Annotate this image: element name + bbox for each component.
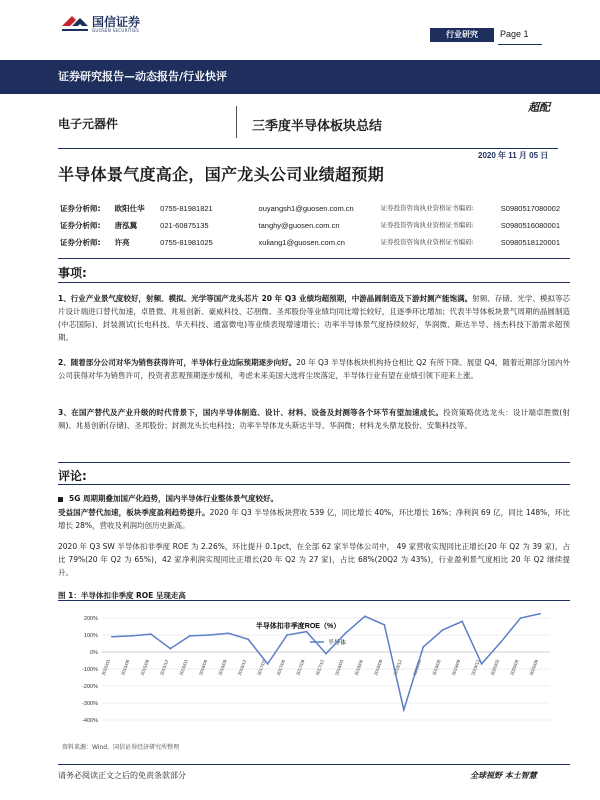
data-point	[442, 629, 444, 631]
legend-label: 半导体	[328, 640, 347, 647]
industry-name: 电子元器件	[58, 117, 119, 131]
data-point	[131, 635, 133, 637]
x-tick-label: 2016/12	[236, 659, 248, 677]
analyst-email[interactable]: ouyangsh1@guosen.com.cn	[258, 204, 354, 213]
y-tick-label: -200%	[82, 684, 98, 690]
logo-icon	[62, 14, 88, 34]
report-title: 半导体景气度高企，国产龙头公司业绩超预期	[58, 165, 385, 184]
data-point	[150, 633, 152, 635]
y-tick-label: 100%	[83, 633, 98, 639]
analyst-email[interactable]: tanghy@guosen.com.cn	[258, 221, 340, 230]
x-tick-label: 2015/12	[159, 659, 170, 677]
x-tick-label: 2016/03	[178, 659, 189, 677]
analyst-name: 唐泓翼	[114, 221, 138, 230]
x-tick-label: 2015/09	[139, 659, 150, 677]
figure-source: 资料来源：Wind、国信证券经济研究所整理	[62, 744, 180, 751]
x-tick-label: 2016/09	[217, 659, 228, 677]
x-tick-label: 2018/06	[353, 659, 364, 677]
analyst-row	[60, 217, 560, 234]
analyst-phone: 0755-81981821	[160, 204, 213, 213]
data-point	[306, 631, 308, 633]
y-tick-label: 200%	[83, 616, 98, 622]
event-1-body: 射频、存储、光学、模拟等芯片设计端进口替代加速，卓胜微、兆易创新、豪威科技、芯朋微、圣邦股份等业绩均同比增长较好，且逐季环比增加；代表半导体板块景气周期的晶圆制造(中芯国际)、封装测试(长电科技、华天科技、通富微电)等业绩表现增速增长；功率半导体景气度持续较好，华润微、斯达半导、扬杰科技下游需求超预期。	[58, 294, 570, 342]
analyst-list	[60, 200, 560, 251]
data-point	[520, 617, 522, 619]
data-point	[481, 663, 483, 665]
x-tick-label: 2015/03	[100, 659, 111, 677]
y-tick-label: 0%	[90, 650, 98, 656]
data-point	[228, 632, 230, 634]
analyst-role: 证券分析师:	[60, 238, 101, 247]
event-3-lead: 3、在国产替代及产业升级的时代背景下，国内半导体制造、设计、材料、设备及封测等各个环节有望加速成长。	[58, 408, 444, 417]
header-divider	[498, 44, 542, 45]
event-2-lead: 2、随着部分公司对华为销售获得许可，半导体行业边际预期逐步向好。	[58, 358, 297, 367]
data-point	[539, 613, 541, 615]
x-tick-label: 2020/09	[528, 659, 539, 677]
analyst-cert-code: S0980517080002	[500, 204, 560, 213]
report-date: 2020 年 11 月 05 日	[478, 151, 549, 160]
x-tick-label: 2015/06	[120, 659, 131, 677]
analyst-row	[60, 200, 560, 217]
analyst-cert-code: S0980518120001	[500, 238, 560, 247]
data-point	[403, 709, 405, 711]
x-tick-label: 2017/09	[295, 659, 306, 677]
x-tick-label: 2017/12	[314, 659, 325, 677]
logo-subtext: GUOSEN SECURITIES	[92, 27, 140, 33]
data-point	[247, 638, 249, 640]
data-point	[422, 646, 424, 648]
x-tick-label: 2019/12	[470, 659, 481, 677]
bullet-square-icon	[58, 497, 63, 502]
x-tick-label: 2018/12	[392, 659, 403, 677]
footer-slogan: 全球视野 本土智慧	[470, 771, 537, 780]
data-point	[208, 634, 210, 636]
analyst-cert-label: 证券投资咨询执业资格证书编码:	[380, 204, 474, 212]
x-tick-label: 2020/06	[509, 659, 520, 677]
analyst-phone: 021-60875135	[160, 221, 209, 230]
date-rule	[58, 148, 558, 149]
comment-bullet-text: 5G 周期期叠加国产化趋势，国内半导体行业整体景气度较好。	[69, 494, 278, 503]
comment-paragraph-1	[58, 506, 570, 532]
analyst-role: 证券分析师:	[60, 204, 101, 213]
comment-bullet	[58, 492, 570, 505]
analyst-phone: 0755-81981025	[160, 238, 213, 247]
data-point	[461, 621, 463, 623]
x-tick-label: 2020/03	[489, 659, 501, 677]
x-tick-label: 2018/09	[373, 659, 384, 677]
figure-top-rule	[58, 600, 570, 601]
analyst-name: 欧阳仕华	[114, 204, 145, 213]
chart-title: 半导体扣非季度ROE（%）	[255, 623, 341, 630]
y-tick-label: -300%	[82, 701, 98, 707]
data-point	[286, 634, 288, 636]
data-point	[364, 615, 366, 617]
event-3-body: 投资策略优选龙头：设计端卓胜微(射频)、兆易创新(存储)、圣邦股份；封测龙头长电科技；功率半导体龙头斯达半导、华润微；材料龙头鼎龙股份、安集科技等。	[58, 408, 570, 430]
section-rule	[58, 484, 570, 485]
data-point	[345, 632, 347, 634]
y-tick-label: -400%	[82, 718, 98, 724]
events-heading: 事项:	[58, 266, 87, 280]
data-point	[325, 653, 327, 655]
event-paragraph-1	[58, 292, 570, 344]
analyst-row	[60, 234, 560, 251]
data-point	[500, 641, 502, 643]
x-tick-label: 2018/03	[334, 659, 345, 677]
x-tick-label: 2019/06	[431, 659, 442, 677]
analyst-role: 证券分析师:	[60, 221, 101, 230]
logo-text: 国信证券	[92, 14, 141, 29]
section-rule	[58, 282, 570, 283]
analyst-email[interactable]: xuliang1@guosen.com.cn	[258, 238, 345, 247]
section-rule	[58, 258, 570, 259]
y-tick-label: -100%	[82, 667, 98, 673]
title-divider	[236, 106, 237, 138]
footer-disclaimer: 请务必阅读正文之后的免责条款部分	[58, 771, 186, 780]
comment-1-body: 2020 年 Q3 半导体板块营收 539 亿，同比增长 40%，环比增长 16%；净利润 69 亿，同比 148%，环比增长 28%，营收及利润均创历史新高。	[58, 508, 570, 530]
rating: 超配	[528, 101, 550, 114]
page-number: Page 1	[500, 29, 529, 39]
figure-title: 图 1：半导体扣非季度 ROE 呈现走高	[58, 591, 186, 600]
data-point	[111, 636, 113, 638]
x-tick-label: 2017/03	[256, 659, 267, 677]
comment-1-lead: 受益国产替代加速，板块季度盈利趋势提升。	[58, 508, 210, 517]
comment-paragraph-2: 2020 年 Q3 SW 半导体扣非季度 ROE 为 2.26%，环比提升 0.1pct，在全部 62 家半导体公司中， 49 家营收实现同比正增长(20 年 Q2 为 39 家)，占比 79%(20 年 Q2 为 65%)，42 家净利润实现同比正增长(20 年 Q2 为 27 家)，占比 68%(20Q2 为 43%)，行业盈利景气度相比 20 年 Q2 继续提升。	[58, 542, 570, 577]
x-tick-label: 2017/06	[275, 659, 287, 677]
event-2-body: 20 年 Q3 半导体板块机构持仓相比 Q2 有所下降。展望 Q4，随着近期部分国内外公司获得对华为销售许可，投资者悲观预期逐步缓和，考虑未来美国大选将尘埃落定，半导体行业有望在业绩引领下迎来上涨。	[58, 358, 571, 380]
x-tick-label: 2016/06	[197, 659, 209, 677]
analyst-cert-label: 证券投资咨询执业资格证书编码:	[380, 221, 474, 229]
data-point	[189, 635, 191, 637]
event-paragraph-3	[58, 406, 570, 432]
analyst-name: 许亮	[114, 238, 130, 247]
event-paragraph-2	[58, 356, 570, 382]
roe-line-chart	[58, 604, 570, 740]
logo	[62, 14, 140, 34]
report-category: 证券研究报告—动态报告/行业快评	[58, 70, 228, 83]
section-rule	[58, 462, 570, 463]
data-point	[383, 624, 385, 626]
report-type-tag: 行业研究	[430, 28, 494, 42]
footer-rule	[58, 764, 570, 765]
x-tick-label: 2019/09	[450, 659, 462, 677]
data-point	[267, 663, 269, 665]
report-subtitle: 三季度半导体板块总结	[252, 119, 383, 134]
analyst-cert-label: 证券投资咨询执业资格证书编码:	[380, 238, 474, 246]
comments-heading: 评论:	[58, 469, 87, 483]
event-1-lead: 1、行业产业景气度较好，射频、模拟、光学等国产龙头芯片 20 年 Q3 业绩均超预期，中游晶圆制造及下游封测产能饱满。	[58, 294, 473, 303]
x-tick-label: 2019/03	[411, 659, 423, 677]
analyst-cert-code: S0980516080001	[500, 221, 560, 230]
data-point	[169, 648, 171, 650]
